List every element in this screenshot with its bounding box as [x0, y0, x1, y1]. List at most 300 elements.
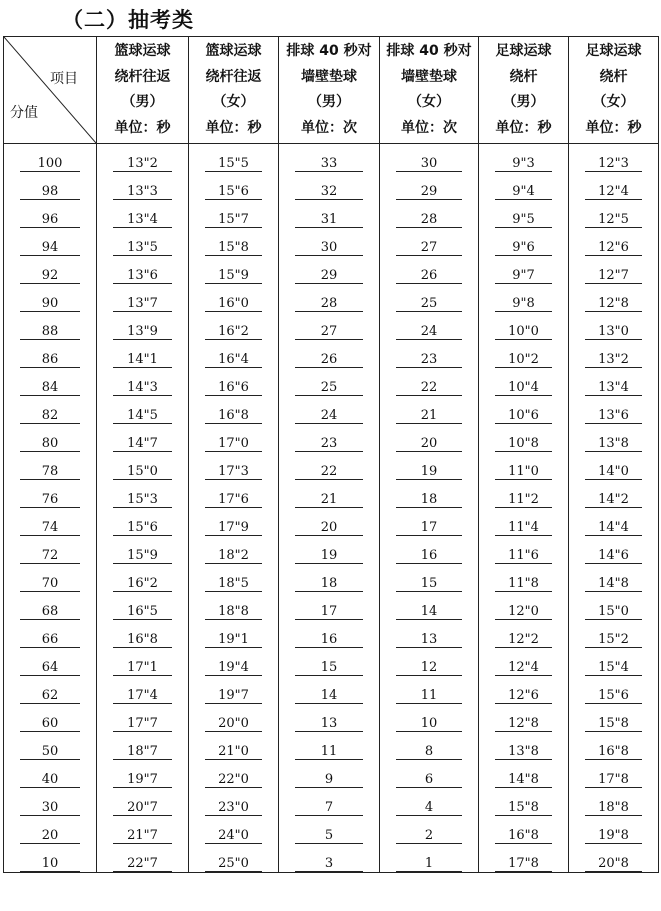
cell-text: 16"0 [205, 296, 262, 312]
value-cell [479, 200, 569, 228]
cell-text: 14"0 [585, 464, 642, 480]
value-cell [380, 200, 479, 228]
score-cell [4, 424, 97, 452]
cell-text: 13"5 [113, 240, 172, 256]
value-cell [569, 368, 659, 396]
value-cell [569, 760, 659, 788]
value-cell [97, 228, 189, 256]
table-row [4, 284, 659, 312]
value-cell [479, 676, 569, 704]
cell-text: 10 [396, 716, 462, 732]
diagonal-divider [4, 37, 96, 143]
value-cell [479, 704, 569, 732]
score-cell [4, 200, 97, 228]
value-cell [380, 704, 479, 732]
score-cell [4, 172, 97, 200]
score-cell [4, 648, 97, 676]
cell-text: 25 [295, 380, 363, 396]
column-header-line: 篮球运球 [205, 43, 262, 59]
column-header-line: 墙壁垫球 [401, 68, 457, 85]
column-header-line: （女） [592, 94, 635, 110]
column-header-volleyball-female [380, 37, 479, 144]
cell-text: 76 [20, 492, 80, 508]
cell-text: 15"8 [585, 716, 642, 732]
column-header-line: 排球 40 秒对 [286, 43, 372, 59]
cell-text: 11"8 [495, 576, 552, 592]
score-cell [4, 144, 97, 173]
cell-text: 98 [20, 184, 80, 200]
cell-text: 9 [295, 772, 363, 788]
value-cell [479, 340, 569, 368]
value-cell [279, 452, 380, 480]
score-cell [4, 508, 97, 536]
cell-text: 9"8 [495, 296, 552, 312]
cell-text: 12"3 [585, 156, 642, 172]
cell-text: 3 [295, 856, 363, 872]
value-cell [380, 676, 479, 704]
value-cell [479, 256, 569, 284]
value-cell [569, 340, 659, 368]
value-cell [380, 284, 479, 312]
cell-text: 26 [396, 268, 462, 284]
value-cell [479, 592, 569, 620]
value-cell [279, 620, 380, 648]
value-cell [97, 312, 189, 340]
value-cell [189, 788, 279, 816]
cell-text: 12"6 [585, 240, 642, 256]
value-cell [380, 564, 479, 592]
value-cell [189, 200, 279, 228]
cell-text: 20 [20, 828, 80, 844]
cell-text: 31 [295, 212, 363, 228]
value-cell [569, 788, 659, 816]
value-cell [189, 172, 279, 200]
cell-text: 18 [295, 576, 363, 592]
value-cell [279, 508, 380, 536]
cell-text: 15 [396, 576, 462, 592]
cell-text: 5 [295, 828, 363, 844]
value-cell [479, 760, 569, 788]
score-cell [4, 816, 97, 844]
value-cell [569, 284, 659, 312]
value-cell [569, 508, 659, 536]
cell-text: 17 [396, 520, 462, 536]
value-cell [97, 256, 189, 284]
value-cell [279, 480, 380, 508]
cell-text: 80 [20, 436, 80, 452]
cell-text: 12"0 [495, 604, 552, 620]
cell-text: 16"2 [113, 576, 172, 592]
table-row [4, 788, 659, 816]
cell-text: 68 [20, 604, 80, 620]
cell-text: 29 [396, 184, 462, 200]
column-header-line: 篮球运球 [114, 43, 171, 59]
cell-text: 25 [396, 296, 462, 312]
corner-score-label: 分值 [10, 105, 38, 121]
cell-text: 19"7 [205, 688, 262, 704]
cell-text: 12"4 [495, 660, 552, 676]
cell-text: 17"4 [113, 688, 172, 704]
cell-text: 16"8 [495, 828, 552, 844]
column-header-football-female [569, 37, 659, 144]
value-cell [97, 536, 189, 564]
cell-text: 13"7 [113, 296, 172, 312]
cell-text: 24 [396, 324, 462, 340]
cell-text: 14 [396, 604, 462, 620]
cell-text: 20"8 [585, 856, 642, 872]
value-cell [380, 480, 479, 508]
value-cell [97, 480, 189, 508]
cell-text: 15 [295, 660, 363, 676]
value-cell [97, 760, 189, 788]
value-cell [569, 648, 659, 676]
cell-text: 25"0 [205, 856, 262, 872]
cell-text: 10"0 [495, 324, 552, 340]
cell-text: 18"8 [585, 800, 642, 816]
value-cell [97, 844, 189, 873]
cell-text: 14"8 [495, 772, 552, 788]
cell-text: 8 [396, 744, 462, 760]
cell-text: 21 [295, 492, 363, 508]
value-cell [479, 732, 569, 760]
corner-item-label: 项目 [50, 71, 78, 87]
value-cell [279, 788, 380, 816]
value-cell [380, 648, 479, 676]
cell-text: 14"5 [113, 408, 172, 424]
column-header-line: 绕杆往返 [205, 68, 262, 85]
value-cell [569, 676, 659, 704]
value-cell [380, 760, 479, 788]
value-cell [279, 340, 380, 368]
cell-text: 16"6 [205, 380, 262, 396]
cell-text: 18"8 [205, 604, 262, 620]
value-cell [97, 816, 189, 844]
column-header-line: 单位：次 [301, 119, 357, 136]
value-cell [279, 312, 380, 340]
cell-text: 14"6 [585, 548, 642, 564]
cell-text: 19 [396, 464, 462, 480]
value-cell [279, 592, 380, 620]
cell-text: 12 [396, 660, 462, 676]
value-cell [479, 424, 569, 452]
value-cell [479, 648, 569, 676]
value-cell [97, 424, 189, 452]
value-cell [569, 816, 659, 844]
cell-text: 17"1 [113, 660, 172, 676]
cell-text: 11"4 [495, 520, 552, 536]
value-cell [569, 844, 659, 873]
table-row [4, 620, 659, 648]
cell-text: 90 [20, 296, 80, 312]
cell-text: 13 [295, 716, 363, 732]
cell-text: 26 [295, 352, 363, 368]
value-cell [569, 396, 659, 424]
value-cell [97, 144, 189, 173]
value-cell [97, 788, 189, 816]
cell-text: 78 [20, 464, 80, 480]
value-cell [479, 312, 569, 340]
cell-text: 15"7 [205, 212, 262, 228]
value-cell [189, 816, 279, 844]
cell-text: 10"2 [495, 352, 552, 368]
value-cell [569, 452, 659, 480]
cell-text: 11 [396, 688, 462, 704]
cell-text: 19"4 [205, 660, 262, 676]
value-cell [279, 564, 380, 592]
cell-text: 13"2 [585, 352, 642, 368]
cell-text: 16"2 [205, 324, 262, 340]
cell-text: 14"4 [585, 520, 642, 536]
table-row [4, 200, 659, 228]
cell-text: 24 [295, 408, 363, 424]
cell-text: 11"2 [495, 492, 552, 508]
value-cell [97, 452, 189, 480]
column-header-line: （女） [212, 94, 255, 110]
score-cell [4, 312, 97, 340]
cell-text: 9"3 [495, 156, 552, 172]
value-cell [189, 536, 279, 564]
value-cell [189, 340, 279, 368]
cell-text: 32 [295, 184, 363, 200]
cell-text: 16"5 [113, 604, 172, 620]
cell-text: 24"0 [205, 828, 262, 844]
value-cell [569, 172, 659, 200]
cell-text: 15"4 [585, 660, 642, 676]
cell-text: 17"8 [585, 772, 642, 788]
value-cell [569, 424, 659, 452]
cell-text: 82 [20, 408, 80, 424]
value-cell [279, 368, 380, 396]
value-cell [569, 732, 659, 760]
cell-text: 40 [20, 772, 80, 788]
cell-text: 15"6 [205, 184, 262, 200]
cell-text: 10"6 [495, 408, 552, 424]
value-cell [189, 508, 279, 536]
value-cell [279, 536, 380, 564]
value-cell [189, 312, 279, 340]
table-row [4, 760, 659, 788]
value-cell [97, 704, 189, 732]
cell-text: 19"7 [113, 772, 172, 788]
value-cell [380, 452, 479, 480]
value-cell [279, 676, 380, 704]
cell-text: 84 [20, 380, 80, 396]
column-header-line: 足球运球 [585, 43, 642, 59]
cell-text: 22 [396, 380, 462, 396]
cell-text: 16"8 [205, 408, 262, 424]
column-header-volleyball-male [279, 37, 380, 144]
cell-text: 4 [396, 800, 462, 816]
score-cell [4, 844, 97, 873]
cell-text: 70 [20, 576, 80, 592]
value-cell [97, 340, 189, 368]
column-header-line: （男） [502, 94, 545, 110]
value-cell [569, 620, 659, 648]
value-cell [380, 368, 479, 396]
cell-text: 17"0 [205, 436, 262, 452]
value-cell [189, 620, 279, 648]
value-cell [97, 676, 189, 704]
score-cell [4, 704, 97, 732]
value-cell [479, 284, 569, 312]
value-cell [189, 368, 279, 396]
value-cell [569, 704, 659, 732]
cell-text: 13"4 [585, 380, 642, 396]
value-cell [97, 368, 189, 396]
score-table [3, 36, 659, 873]
cell-text: 14"7 [113, 436, 172, 452]
value-cell [380, 508, 479, 536]
column-header-football-male [479, 37, 569, 144]
cell-text: 10 [20, 856, 80, 872]
column-header-line: 单位：次 [401, 119, 457, 136]
cell-text: 22"0 [205, 772, 262, 788]
cell-text: 16 [295, 632, 363, 648]
cell-text: 60 [20, 716, 80, 732]
value-cell [380, 536, 479, 564]
value-cell [279, 816, 380, 844]
cell-text: 13"4 [113, 212, 172, 228]
cell-text: 10"4 [495, 380, 552, 396]
corner-header [4, 37, 97, 144]
cell-text: 22 [295, 464, 363, 480]
score-cell [4, 564, 97, 592]
value-cell [279, 424, 380, 452]
column-header-line: 单位：秒 [114, 119, 171, 136]
cell-text: 20 [295, 520, 363, 536]
value-cell [189, 732, 279, 760]
cell-text: 21 [396, 408, 462, 424]
header-row [4, 37, 659, 144]
cell-text: 6 [396, 772, 462, 788]
cell-text: 13"3 [113, 184, 172, 200]
value-cell [380, 256, 479, 284]
cell-text: 14 [295, 688, 363, 704]
value-cell [279, 760, 380, 788]
cell-text: 27 [396, 240, 462, 256]
cell-text: 17"8 [495, 856, 552, 872]
cell-text: 88 [20, 324, 80, 340]
cell-text: 20"7 [113, 800, 172, 816]
value-cell [380, 788, 479, 816]
value-cell [569, 200, 659, 228]
cell-text: 21"7 [113, 828, 172, 844]
cell-text: 13"6 [585, 408, 642, 424]
table-row [4, 144, 659, 173]
table-row [4, 256, 659, 284]
cell-text: 100 [20, 156, 80, 172]
cell-text: 30 [20, 800, 80, 816]
value-cell [479, 144, 569, 173]
table-row [4, 340, 659, 368]
value-cell [479, 816, 569, 844]
section-title: （二）抽考类 [62, 8, 194, 32]
column-header-basketball-female [189, 37, 279, 144]
table-row [4, 480, 659, 508]
cell-text: 18"5 [205, 576, 262, 592]
cell-text: 18"7 [113, 744, 172, 760]
cell-text: 2 [396, 828, 462, 844]
cell-text: 96 [20, 212, 80, 228]
cell-text: 17"6 [205, 492, 262, 508]
cell-text: 66 [20, 632, 80, 648]
cell-text: 13"8 [495, 744, 552, 760]
column-header-line: 墙壁垫球 [301, 68, 357, 85]
table-row [4, 564, 659, 592]
value-cell [189, 760, 279, 788]
value-cell [97, 396, 189, 424]
value-cell [97, 648, 189, 676]
column-header-line: 足球运球 [495, 43, 552, 59]
cell-text: 19"1 [205, 632, 262, 648]
cell-text: 9"4 [495, 184, 552, 200]
score-cell [4, 368, 97, 396]
table-row [4, 592, 659, 620]
cell-text: 12"2 [495, 632, 552, 648]
cell-text: 15"8 [205, 240, 262, 256]
value-cell [97, 620, 189, 648]
value-cell [479, 788, 569, 816]
value-cell [189, 452, 279, 480]
cell-text: 14"8 [585, 576, 642, 592]
value-cell [380, 228, 479, 256]
cell-text: 23 [295, 436, 363, 452]
cell-text: 92 [20, 268, 80, 284]
cell-text: 30 [295, 240, 363, 256]
score-cell [4, 480, 97, 508]
value-cell [279, 256, 380, 284]
cell-text: 21"0 [205, 744, 262, 760]
cell-text: 22"7 [113, 856, 172, 872]
cell-text: 17"3 [205, 464, 262, 480]
value-cell [279, 172, 380, 200]
table-row [4, 648, 659, 676]
value-cell [97, 284, 189, 312]
table-row [4, 228, 659, 256]
cell-text: 20 [396, 436, 462, 452]
column-header-line: 排球 40 秒对 [386, 43, 472, 59]
cell-text: 12"8 [495, 716, 552, 732]
cell-text: 13 [396, 632, 462, 648]
column-header-line: （男） [308, 94, 350, 110]
cell-text: 50 [20, 744, 80, 760]
cell-text: 1 [396, 856, 462, 872]
column-header-line: 绕杆往返 [114, 68, 171, 85]
value-cell [380, 172, 479, 200]
value-cell [569, 592, 659, 620]
cell-text: 19"8 [585, 828, 642, 844]
cell-text: 28 [295, 296, 363, 312]
cell-text: 30 [396, 156, 462, 172]
score-cell [4, 788, 97, 816]
value-cell [380, 816, 479, 844]
value-cell [380, 620, 479, 648]
cell-text: 14"1 [113, 352, 172, 368]
value-cell [479, 620, 569, 648]
value-cell [279, 228, 380, 256]
cell-text: 15"3 [113, 492, 172, 508]
cell-text: 12"6 [495, 688, 552, 704]
value-cell [189, 424, 279, 452]
cell-text: 19 [295, 548, 363, 564]
cell-text: 15"0 [585, 604, 642, 620]
value-cell [279, 200, 380, 228]
cell-text: 23 [396, 352, 462, 368]
value-cell [97, 732, 189, 760]
value-cell [97, 564, 189, 592]
value-cell [189, 396, 279, 424]
cell-text: 20"0 [205, 716, 262, 732]
